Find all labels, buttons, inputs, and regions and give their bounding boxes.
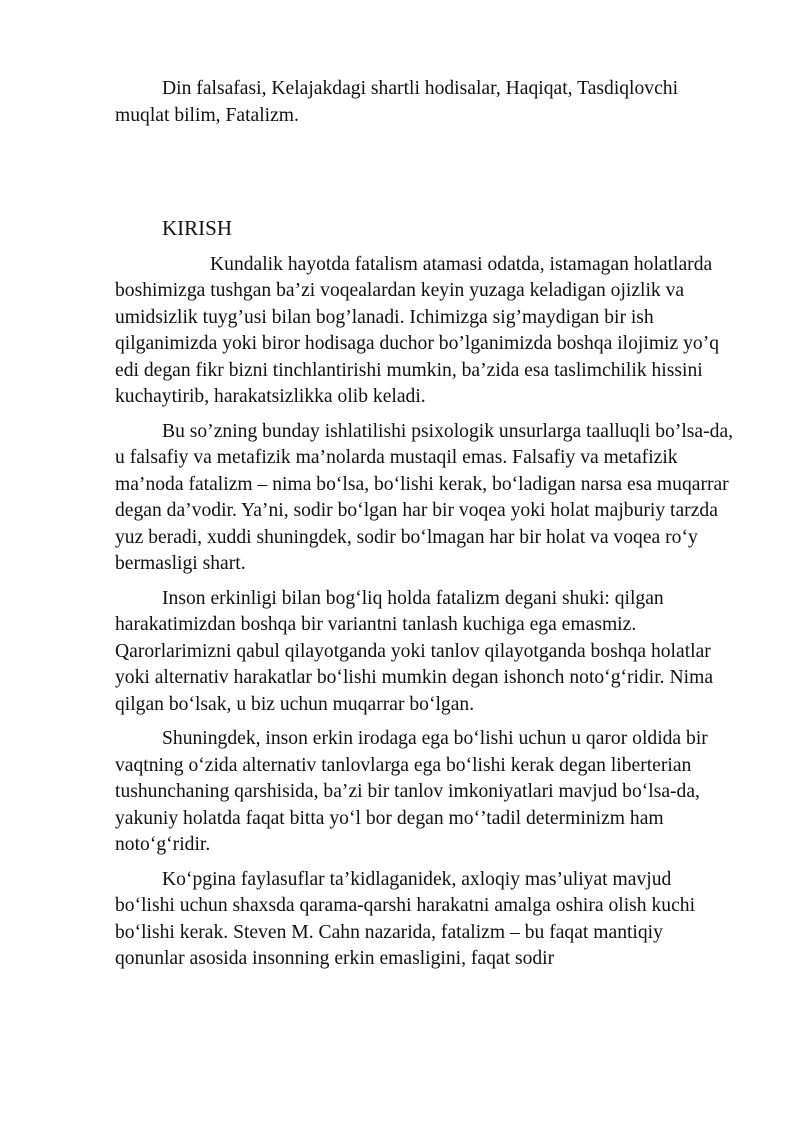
body-paragraph: Inson erkinligi bilan bog‘liq holda fatalizm degani shuki: qilgan harakatimizdan boshqa bir variantni tanlash kuchiga ega emasmiz. Qarorlarimizni qabul qilayotganda yoki tanlov qilayotganda boshqa holatlar yoki alternativ harakatlar bo‘lishi mumkin degan ishonch noto‘g‘ridir. Nima qilgan bo‘lsak, u biz uchun muqarrar bo‘lgan. (115, 587, 714, 715)
intro-paragraph: Kundalik hayotda fatalism atamasi odatda, istamagan holatlarda boshimizga tushgan ba’zi voqealardan keyin yuzaga keladigan ojizlik va umidsizlik tuyg’usi bilan bog’lanadi. Ichimizga sig’maydigan bir ish qilganimizda yoki biror hodisaga duchor bo’lganimizda boshqa ilojimiz yo’q edi degan fikr bizni tinchlantirishi mumkin, ba’zida esa taslimchilik hissini kuchaytirib, harakatsizlikka olib keladi. (115, 253, 720, 407)
keywords-paragraph: Din falsafasi, Kelajakdagi shartli hodisalar, Haqiqat, Tasdiqlovchi muqlat bilim, Fatalizm. (115, 78, 679, 126)
body-paragraph: Bu so’zning bunday ishlatilishi psixologik unsurlarga taalluqli bo’lsa-da, u falsafiy va metafizik ma’nolarda mustaqil emas. Falsafiy va metafizik ma’noda fatalizm – nima bo‘lsa, bo‘lishi kerak, bo‘ladigan narsa esa muqarrar degan da’vodir. Ya’ni, sodir bo‘lgan har bir voqea yoki holat majburiy tarzda yuz beradi, xuddi shuningdek, sodir bo‘lmagan har bir holat va voqea ro‘y bermasligi shart. (115, 420, 734, 574)
document-page (115, 76, 735, 973)
section-heading: KIRISH (162, 216, 233, 240)
body-paragraph: Shuningdek, inson erkin irodaga ega bo‘lishi uchun u qaror oldida bir vaqtning o‘zida alternativ tanlovlarga ega bo‘lishi kerak degan liberterian tushunchaning qarshisida, ba’zi bir tanlov imkoniyatlari mavjud bo‘lsa-da, yakuniy holatda faqat bitta yo‘l bor degan mo‘’tadil determinizm ham noto‘g‘ridir. (115, 728, 708, 855)
body-paragraph: Ko‘pgina faylasuflar ta’kidlaganidek, axloqiy mas’uliyat mavjud bo‘lishi uchun shaxsda qarama-qarshi harakatni amalga oshira olish kuchi bo‘lishi kerak. Steven M. Cahn nazarida, fatalizm – bu faqat mantiqiy qonunlar asosida insonning erkin emasligini, faqat sodir (115, 868, 696, 969)
